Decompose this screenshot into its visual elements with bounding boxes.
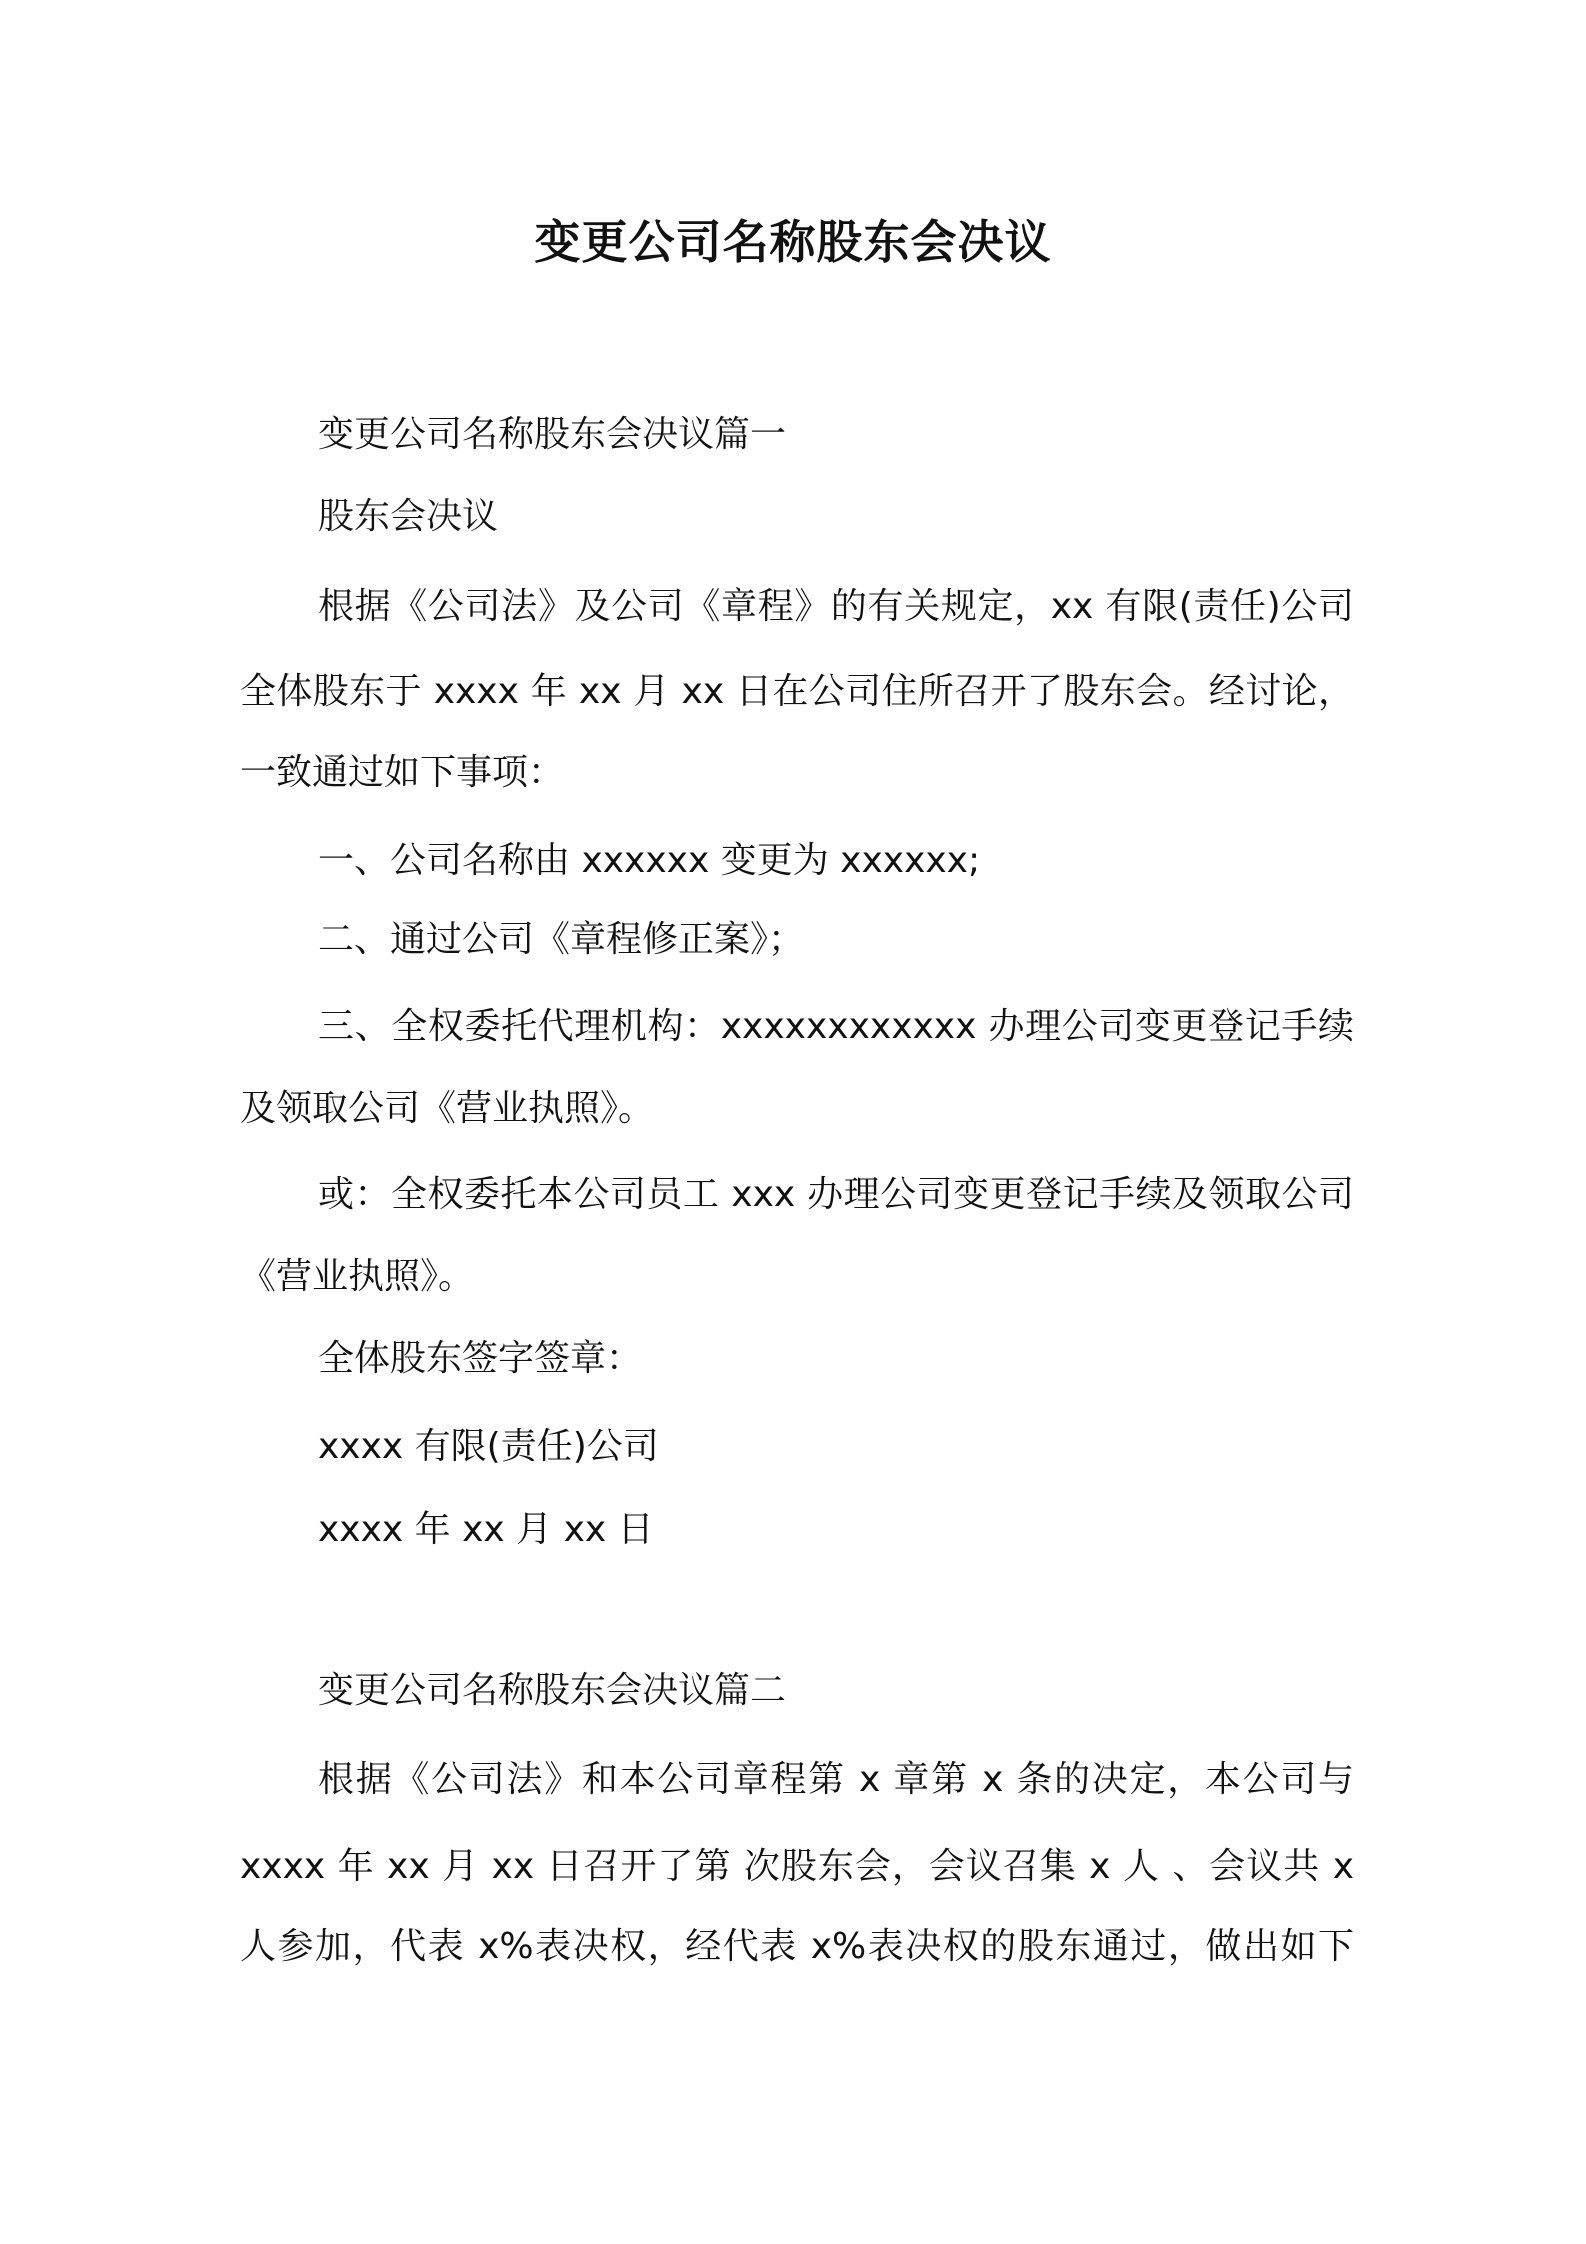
section2-para1-line2: xxxx 年 xx 月 xx 日召开了第 次股东会，会议召集 x 人 、会议共 x (240, 1846, 1354, 1887)
signature-label: 全体股东签字签章： (318, 1338, 643, 1379)
section1-item1: 一、公司名称由 xxxxxx 变更为 xxxxxx; (318, 840, 981, 881)
company-name: xxxx 有限(责任)公司 (318, 1426, 659, 1467)
section1-para1-line1: 根据《公司法》及公司《章程》的有关规定，xx 有限(责任)公司 (318, 586, 1354, 627)
section1-para1-line3: 一致通过如下事项： (240, 752, 565, 793)
section1-item3-line1: 三、全权委托代理机构：xxxxxxxxxxxx 办理公司变更登记手续 (318, 1006, 1354, 1047)
document-title: 变更公司名称股东会决议 (534, 215, 1052, 269)
section1-heading: 变更公司名称股东会决议篇一 (318, 414, 787, 455)
section1-subheading: 股东会决议 (318, 496, 499, 537)
section1-item2: 二、通过公司《章程修正案》； (318, 919, 805, 960)
section2-heading: 变更公司名称股东会决议篇二 (318, 1670, 787, 1711)
section1-alt-line1: 或：全权委托本公司员工 xxx 办理公司变更登记手续及领取公司 (318, 1174, 1354, 1215)
signature-date: xxxx 年 xx 月 xx 日 (318, 1509, 654, 1550)
section1-item3-line2: 及领取公司《营业执照》。 (240, 1088, 655, 1129)
section1-para1-line2: 全体股东于 xxxx 年 xx 月 xx 日在公司住所召开了股东会。经讨论， (240, 671, 1354, 712)
section2-para1-line1: 根据《公司法》和本公司章程第 x 章第 x 条的决定，本公司与 (318, 1759, 1354, 1800)
section1-alt-line2: 《营业执照》。 (240, 1256, 475, 1297)
section2-para1-line3: 人参加，代表 x%表决权，经代表 x%表决权的股东通过，做出如下 (240, 1926, 1354, 1967)
